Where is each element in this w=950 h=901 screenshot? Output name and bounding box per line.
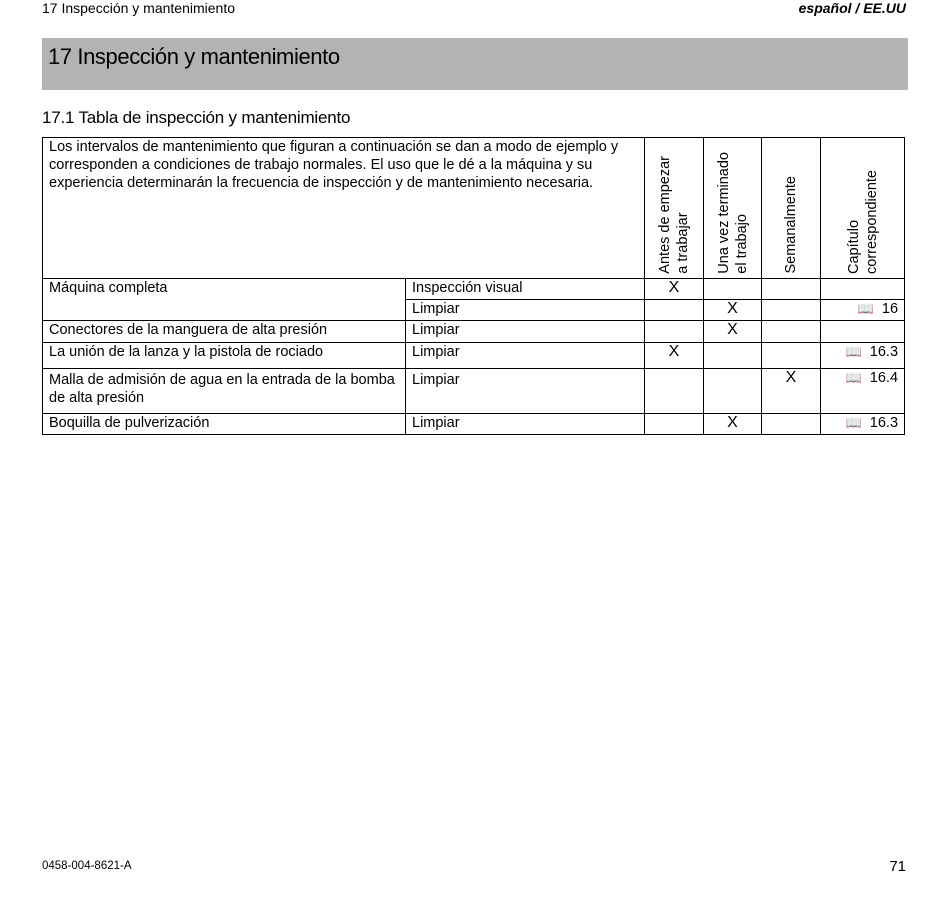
action-cell: Limpiar — [406, 343, 645, 369]
action-cell: Inspección visual — [406, 279, 645, 300]
component-cell: Máquina completa — [43, 279, 406, 321]
chapter-ref — [821, 279, 905, 300]
column-header-label: Antes de empezar a trabajar — [657, 156, 692, 274]
table-row — [43, 414, 905, 435]
mark-after — [704, 343, 762, 369]
chapter-ref-number: 16.3 — [869, 344, 899, 360]
mark-after: X — [704, 414, 762, 435]
action-cell: Limpiar — [406, 369, 645, 414]
table-row — [43, 321, 905, 343]
chapter-bar — [42, 38, 908, 90]
mark-weekly — [762, 343, 821, 369]
action-cell: Limpiar — [406, 414, 645, 435]
chapter-ref-number: 16 — [881, 301, 899, 317]
mark-before — [645, 300, 704, 321]
mark-before — [645, 414, 704, 435]
running-header-language: español / EE.UU — [798, 0, 906, 16]
table-header-row — [43, 138, 905, 279]
chapter-ref — [821, 343, 905, 369]
maintenance-table — [42, 137, 905, 435]
chapter-ref — [821, 414, 905, 435]
running-header-title: 17 Inspección y mantenimiento — [42, 0, 235, 16]
chapter-ref — [821, 300, 905, 321]
mark-weekly — [762, 414, 821, 435]
mark-weekly — [762, 321, 821, 343]
column-header-label: Semanalmente — [783, 176, 800, 274]
book-icon: 📖 — [845, 370, 862, 385]
mark-before — [645, 369, 704, 414]
action-cell: Limpiar — [406, 321, 645, 343]
column-header — [821, 138, 905, 279]
component-cell: Boquilla de pulverización — [43, 414, 406, 435]
table-row — [43, 279, 905, 300]
mark-weekly: X — [762, 369, 821, 414]
column-header-label: Capítulo correspondiente — [845, 170, 880, 274]
chapter-ref-number: 16.4 — [869, 370, 899, 386]
book-icon: 📖 — [845, 344, 862, 359]
section-title: 17.1 Tabla de inspección y mantenimiento — [42, 108, 351, 127]
chapter-title: 17 Inspección y mantenimiento — [48, 44, 340, 69]
chapter-ref — [821, 369, 905, 414]
mark-after: X — [704, 321, 762, 343]
column-header-label: Una vez terminado el trabajo — [715, 152, 750, 274]
mark-after — [704, 369, 762, 414]
chapter-ref-number: 16.3 — [869, 415, 899, 431]
mark-after — [704, 279, 762, 300]
component-cell: Malla de admisión de agua en la entrada de la bomba de alta presión — [43, 369, 406, 414]
component-cell: La unión de la lanza y la pistola de rociado — [43, 343, 406, 369]
component-cell: Conectores de la manguera de alta presión — [43, 321, 406, 343]
mark-before: X — [645, 343, 704, 369]
mark-weekly — [762, 279, 821, 300]
mark-weekly — [762, 300, 821, 321]
column-header — [704, 138, 762, 279]
table-row — [43, 369, 905, 414]
mark-before: X — [645, 279, 704, 300]
document-code: 0458-004-8621-A — [42, 860, 132, 872]
mark-before — [645, 321, 704, 343]
action-cell: Limpiar — [406, 300, 645, 321]
column-header — [762, 138, 821, 279]
chapter-ref — [821, 321, 905, 343]
book-icon: 📖 — [857, 301, 874, 316]
column-header — [645, 138, 704, 279]
table-intro: Los intervalos de mantenimiento que figuran a continuación se dan a modo de ejemplo y corresponden a condiciones de trabajo normales. El uso que le dé a la máquina y su experiencia determinarán la frecuencia de inspección y de mantenimiento necesaria. — [43, 138, 645, 279]
book-icon: 📖 — [845, 415, 862, 430]
mark-after: X — [704, 300, 762, 321]
table-row — [43, 343, 905, 369]
page-number: 71 — [889, 858, 906, 875]
